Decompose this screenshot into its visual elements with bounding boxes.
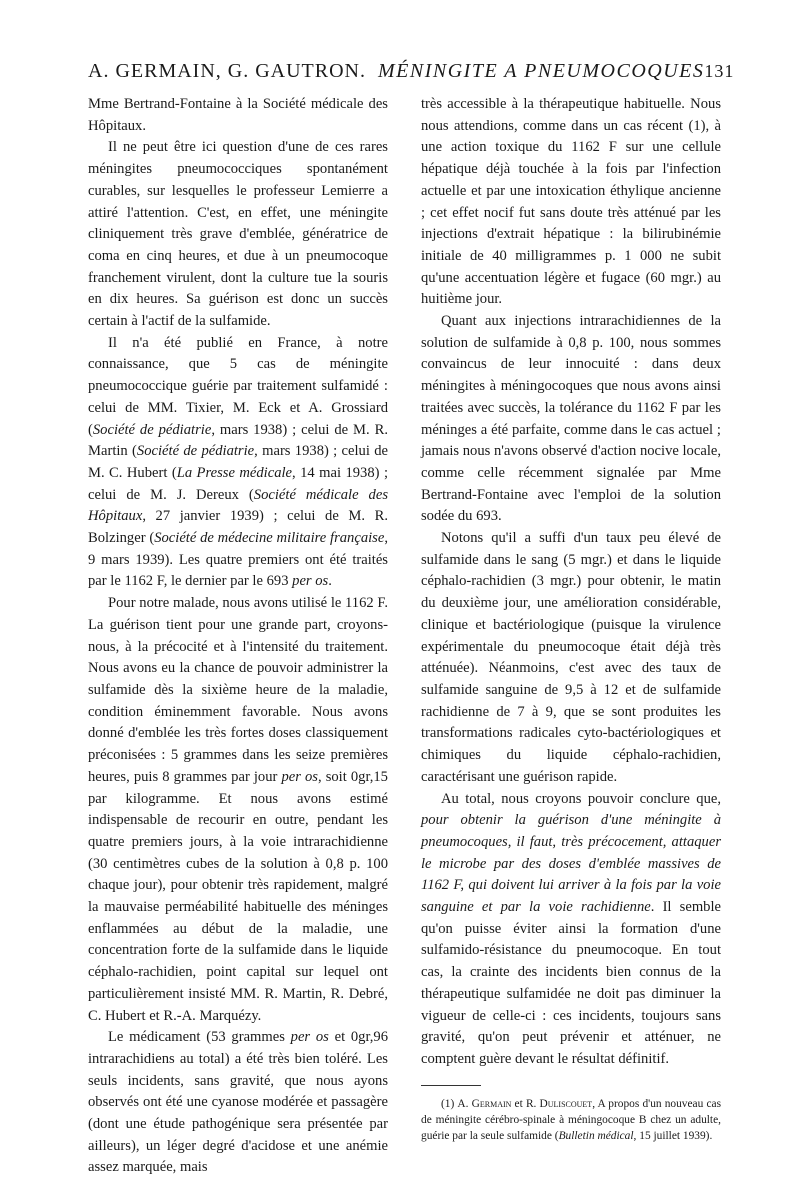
paragraph: très accessible à la thérapeutique habituelle. Nous nous attendions, comme dans un cas récent (1), à une action toxique du 1162 F sur une cellule hépatique déjà touchée à la fois par l'infection actuelle et par une intoxication éthylique ancienne ; cet effet nocif fut sans doute très atténué par les injections d'extrait hépatique : la bilirubinémie initiale de 40 milligrammes p. 1 000 ne subit qu'une accentuation légère et fugace (60 mgr.) au huitième jour. [421, 96, 721, 308]
text-run: et [511, 1097, 526, 1110]
footnote-author: R. Duliscouet [525, 1097, 593, 1110]
left-column [88, 94, 388, 1179]
text-run: , 27 janvier 1939) ; celui de M. R. Bolzinger ( [88, 508, 388, 547]
paragraph [88, 593, 388, 1027]
footnote-author: A. Germain [457, 1097, 512, 1110]
emphasis: per os [292, 573, 329, 590]
paragraph [421, 789, 721, 1071]
text-run: , 15 juillet 1939). [633, 1130, 713, 1143]
text-run: , A propos d'un nouveau cas de méningite cérébro-spinale à méningocoque B chez un adulte, guérie par la seule sulfamide ( [421, 1097, 721, 1143]
text-run: Le médicament (53 grammes [108, 1029, 291, 1046]
text-run: , 9 mars 1939). Les quatre premiers ont été traités par le 1162 F, le dernier par le 693 [88, 530, 388, 590]
paragraph: Quant aux injections intrarachidiennes de la solution de sulfamide à 0,8 p. 100, nous sommes convaincus de leur innocuité : dans deux méningites à méningocoques que nous avons ainsi traitées avec succès, la tolérance du 1162 F par les méninges a été parfaite, comme dans le cas actuel ; jamais nous n'avons observé d'action nocive locale, comme celle récemment signalée par Mme Bertrand-Fontaine avec l'emploi de la solution sodée du 693. [421, 313, 721, 525]
footnote-divider [421, 1085, 481, 1086]
text-run: , soit 0gr,15 par kilogramme. Et nous avons estimé indispensable de recourir en outre, pendant les quatre premiers jours, à la voie intrarachidienne (30 centimètres cubes de la solution à 0,8 p. 100 chaque jour), pour obtenir très rapidement, malgré la mauvaise perméabilité habituelle des méninges enflammées au début de la maladie, une concentration forte de la sulfamide dans le liquide céphalo-rachidien, point capital sur lequel ont particulièrement insisté MM. R. Martin, R. Debré, C. Hubert et R.-A. Marquézy. [88, 768, 388, 1024]
right-column [421, 94, 721, 1144]
text-run: Au total, nous croyons pouvoir conclure que, [441, 790, 721, 807]
text-run: , 14 mai 1938) ; celui de M. J. Dereux ( [88, 464, 388, 503]
text-run: et 0gr,96 intrarachidiens au total) a été très bien toléré. Les seuls incidents, sans gravité, que nous ayons observés ont été une cyanose modérée et passagère (dont une étude pathogénique sera présentée par ailleurs), un léger degré d'acidose et une anémie assez marquée, mais [88, 1029, 388, 1176]
paragraph: Mme Bertrand-Fontaine à la Société médicale des Hôpitaux. [88, 96, 388, 134]
citation-journal: Société médicale des Hôpitaux [88, 486, 388, 525]
header-title: MÉNINGITE A PNEUMOCOQUES [378, 60, 705, 82]
emphasis: per os [290, 1029, 329, 1046]
text-run: Il n'a été publié en France, à notre connaissance, que 5 cas de méningite pneumococcique guérie par traitement sulfamidé : celui de MM. Tixier, M. Eck et A. Grossiard ( [88, 334, 388, 438]
text-run: , mars 1938) ; celui de M. C. Hubert ( [88, 443, 389, 481]
paragraph [88, 333, 388, 593]
header-authors: A. GERMAIN, G. GAUTRON. [88, 60, 366, 82]
citation-journal: La Presse médicale [176, 464, 293, 481]
citation-journal: Société de pédiatrie [92, 421, 212, 438]
footnote-marker: (1) [441, 1097, 458, 1110]
citation-journal: Société de médecine militaire française [154, 530, 385, 547]
citation-journal: Société de pédiatrie [136, 443, 255, 460]
paragraph [88, 1027, 388, 1179]
footnote [421, 1096, 721, 1145]
text-run: . Il semble qu'on puisse éviter ainsi la formation d'une sulfamido-résistance du pneumocoque. En tout cas, la crainte des incidents bien connus de la thérapeutique sulfamidée ne doit pas diminuer la vigueur de celle-ci : ces incidents, toujours sans gravité, qu'on peut prévenir et atténuer, ne comptent guère devant le résultat définitif. [421, 899, 722, 1067]
footnote-journal: Bulletin médical [558, 1130, 634, 1143]
text-run: . [328, 573, 332, 590]
emphasis: per os [281, 768, 318, 785]
paragraph: Notons qu'il a suffi d'un taux peu élevé de sulfamide dans le sang (5 mgr.) et dans le liquide céphalo-rachidien (3 mgr.) pour obtenir, le matin du deuxième jour, une amélioration considérable, clinique et bactériologique (puisque la virulence expérimentale du pneumocoque était déjà très atténuée). Néanmoins, c'est avec des taux de sulfamide sanguine de 9,5 à 12 et de sulfamide rachidienne de 7 à 9, que se sont produites les transformations radicales cyto-bactériologiques et chimiques du liquide céphalo-rachidien, caractérisant une guérison rapide. [421, 530, 721, 785]
text-run: , mars 1938) ; celui de M. R. Martin ( [88, 421, 388, 460]
page-number: 131 [704, 61, 735, 81]
paragraph: Il ne peut être ici question d'une de ces rares méningites pneumococciques spontanément curables, sur lesquelles le professeur Lemierre a attiré l'attention. C'est, en effet, une méningite cliniquement très grave d'emblée, génératrice de coma en cinq heures, et due à un pneumocoque franchement virulent, dont la culture tue la souris en dix heures. Sa guérison est donc un succès certain à l'actif de la sulfamide. [88, 139, 388, 330]
text-run: Pour notre malade, nous avons utilisé le 1162 F. La guérison tient pour une grande part, croyons-nous, à la précocité et à l'intensité du traitement. Nous avons eu la chance de pouvoir administrer la sulfamide dès la sixième heure de la maladie, condition éminemment favorable. Nous avons donné d'emblée les très fortes doses classiquement préconisées : 5 grammes dans les seize premières heures, puis 8 grammes par jour [88, 595, 388, 785]
conclusion-emphasis: pour obtenir la guérison d'une méningite à pneumocoques, il faut, très précocement, attaquer le microbe par des doses d'emblée massives de 1162 F, qui doivent lui arriver à la fois par la voie sanguine et par la voie rachidienne [421, 812, 721, 916]
running-header [88, 60, 735, 94]
